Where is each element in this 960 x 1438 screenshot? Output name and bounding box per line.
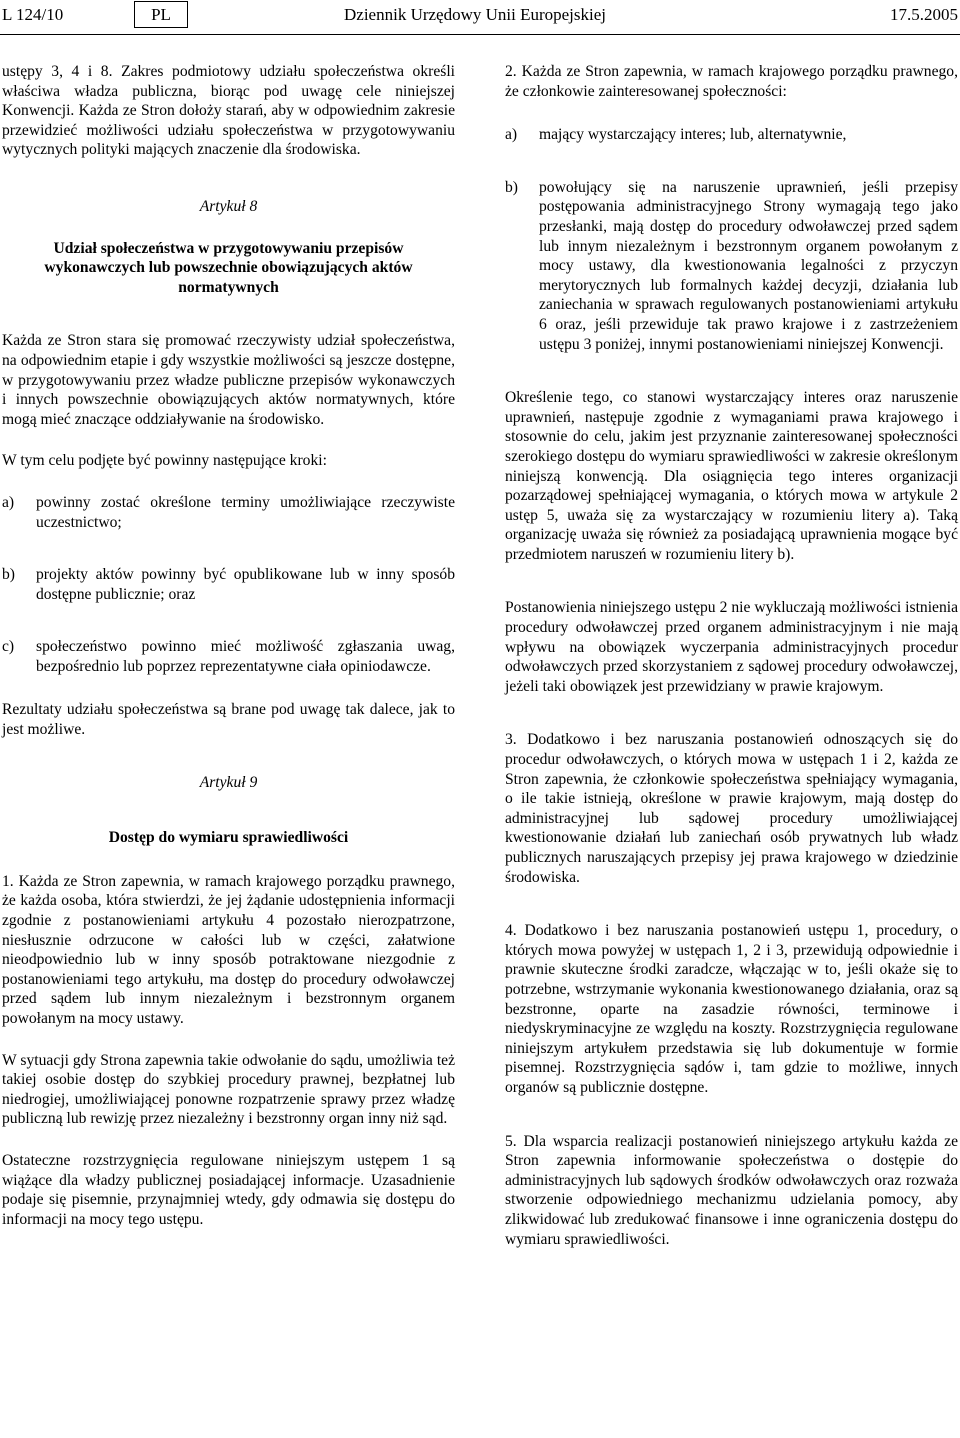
journal-title: Dziennik Urzędowy Unii Europejskiej xyxy=(344,5,607,24)
paragraph-2-item-b xyxy=(505,178,958,354)
item-label: a) xyxy=(2,493,15,511)
intro-paragraph: ustępy 3, 4 i 8. Zakres podmiotowy udziału społeczeństwa określi właściwa władza publiczna, biorąc pod uwagę cele niniejszej Konwencji. Każda ze Stron dołoży starań, aby w odpowiednim zakresie przewidzieć możliwości udziału społeczeństwa w przygotowywaniu wytycznych polityki mających znaczenie dla środowiska. xyxy=(2,63,455,159)
item-label: a) xyxy=(505,126,518,144)
left-column xyxy=(2,62,455,1229)
paragraph-2: 2. Każda ze Stron zapewnia, w ramach krajowego porządku prawnego, że członkowie zainteresowanej społeczności: xyxy=(505,63,958,100)
item-label: b) xyxy=(2,566,15,584)
item-label: b) xyxy=(505,178,518,196)
article-8-title: Udział społeczeństwa w przygotowywaniu przepisów wykonawczych lub powszechnie obowiązujących aktów normatywnych xyxy=(44,239,413,296)
publication-date: 17.5.2005 xyxy=(890,5,958,24)
article-8-number: Artykuł 8 xyxy=(199,197,258,215)
article-9-paragraph-2: W sytuacji gdy Strona zapewnia takie odwołanie do sądu, umożliwia też takiej osobie dostęp do szybkiej procedury prawnej, bezpłatnej lub niedrogiej, umożliwiającej ponowne rozpatrzenie sprawy przez władzę publiczną lub rewizję przez niezależny i bezstronny organ inny niż sąd. xyxy=(2,1051,455,1128)
item-text: projekty aktów powinny być opublikowane lub w inny sposób dostępne publicznie; oraz xyxy=(36,566,455,603)
page-reference: L 124/10 xyxy=(2,5,64,24)
item-label: c) xyxy=(2,638,15,656)
article-9-title: Dostęp do wymiaru sprawiedliwości xyxy=(108,829,349,847)
paragraph-2-item-a xyxy=(505,125,958,145)
article-8-paragraph-2: W tym celu podjęte być powinny następujące kroki: xyxy=(2,452,327,470)
article-8-paragraph-1: Każda ze Stron stara się promować rzeczywisty udział społeczeństwa, na odpowiednim etapie i gdy wszystkie możliwości są jeszcze dostępne, w przygotowywaniu przez władze publiczne przepisów wykonawczych i innych powszechnie obowiązujących aktów normatywnych, które mogą mieć znaczące oddziaływanie na środowisko. xyxy=(2,332,455,428)
item-text: społeczeństwo powinno mieć możliwość zgłaszania uwag, bezpośrednio lub poprzez reprezentatywne ciała opiniodawcze. xyxy=(36,638,455,675)
page-header xyxy=(0,0,960,35)
item-text: powołujący się na naruszenie uprawnień, jeśli przepisy postępowania administracyjnego Strony wymagają tego jako przesłanki, mają dostęp do procedury odwoławczej przed sądem lub innym niezależnym i bezstronnym organem powołanym z mocy ustawy, dla kwestionowania legalności z przyczyn merytorycznych lub formalnych każdej decyzji, działania lub zaniechania w sprawach regulowanych postanowieniami artykułu 6 oraz, jeśli przewiduje tak prawo krajowe i z zastrzeżeniem ustępu 3 poniżej, innymi postanowieniami niniejszej Konwencji. xyxy=(539,178,958,353)
article-9-paragraph-3: Ostateczne rozstrzygnięcia regulowane niniejszym ustępem 1 są wiążące dla władzy publicznej posiadającej informacje. Uzasadnienie podaje się pisemnie, przynajmniej wtedy, gdy odmawia się dostępu do informacji na mocy tego ustępu. xyxy=(2,1151,455,1228)
article-9-number: Artykuł 9 xyxy=(199,773,258,791)
item-text: mający wystarczający interes; lub, alternatywnie, xyxy=(539,126,847,144)
paragraph-5: 5. Dla wsparcia realizacji postanowień niniejszego artykułu każda ze Stron zapewnia informowanie społeczeństwa o dostępie do administracyjnych lub sądowych środków odwoławczych oraz rozważa stworzenie odpowiedniego mechanizmu udzielania pomocy, aby zlikwidować lub zredukować finansowe i inne ograniczenia dostępu do wymiaru sprawiedliwości. xyxy=(505,1132,958,1248)
article-8-item-c xyxy=(2,637,455,676)
article-8-item-b xyxy=(2,565,455,604)
interest-paragraph: Określenie tego, co stanowi wystarczający interes oraz naruszenie uprawnień, następuje zgodnie z wymaganiami prawa krajowego i stosownie do celu, jakim jest przyznanie zainteresowanej społeczności szerokiego dostępu do wymiaru sprawiedliwości w zakresie określonym niniejszą konwencją. Dla osiągnięcia tego interes organizacji pozarządowej spełniającej wymagania, o których mowa w artykule 2 ustęp 5, uważa się za wystarczający w rozumieniu litery a). Taką organizację uważa się również za posiadającą uprawnienia mogące być przedmiotem naruszeń w rozumieniu litery b). xyxy=(505,389,958,563)
article-8-paragraph-3: Rezultaty udziału społeczeństwa są brane pod uwagę tak dalece, jak to jest możliwe. xyxy=(2,701,455,739)
article-9-paragraph-1: 1. Każda ze Stron zapewnia, w ramach krajowego porządku prawnego, że każda osoba, która stwierdzi, że jej żądanie udostępnienia informacji zgodnie z postanowieniami artykułu 4 pozostało nierozpatrzone, niesłusznie odrzucone w całości lub w części, załatwione nieodpowiednio lub w inny sposób potraktowane niezgodnie z postanowieniami tego artykułu, ma dostęp do procedury odwoławczej przed sądem lub innym niezależnym i bezstronnym organem powołanym na mocy ustawy. xyxy=(2,872,455,1027)
paragraph-4: 4. Dodatkowo i bez naruszania postanowień ustępu 1, procedury, o których mowa powyżej w ustępach 1, 2 i 3, przewidują odpowiednie i prawnie skuteczne środki zaradcze, włączając w to, jeśli okaże się to potrzebne, wstrzymanie wykonania kwestionowanego działania, oraz są bezstronne, oparte na zasadzie równości, terminowe i niedyskryminacyjne ze względu na koszty. Rozstrzygnięcia regulowane niniejszym artykułem przedstawia się lub dokumentuje w formie pisemnej. Rozstrzygnięcia sądów i, tam gdzie to możliwe, innych organów są publicznie dostępne. xyxy=(505,922,958,1096)
provisions-paragraph: Postanowienia niniejszego ustępu 2 nie wykluczają możliwości istnienia procedury odwoławczej przed organem administracyjnym i nie mają wpływu na obowiązek wyczerpania administracyjnych procedur odwoławczych przed skorzystaniem z sądowej procedury odwoławczej, jeżeli taki obowiązek jest przewidziany w prawie krajowym. xyxy=(505,599,958,695)
right-column xyxy=(505,62,958,1249)
language-badge: PL xyxy=(134,1,188,28)
paragraph-3: 3. Dodatkowo i bez naruszania postanowień odnoszących się do procedur odwoławczych, o których mowa w ustępach 1 i 2, każda ze Stron zapewnia, że członkowie społeczeństwa spełniający wymagania, o ile takie istnieją, określone w prawie krajowym, mają dostęp do administracyjnej lub sądowej procedury umożliwiającej kwestionowanie działań lub zaniechań osób prywatnych lub władz publicznych naruszających przepisy jej prawa krajowego w dziedzinie środowiska. xyxy=(505,731,958,886)
article-8-item-a xyxy=(2,493,455,532)
item-text: powinny zostać określone terminy umożliwiające rzeczywiste uczestnictwo; xyxy=(36,493,455,531)
